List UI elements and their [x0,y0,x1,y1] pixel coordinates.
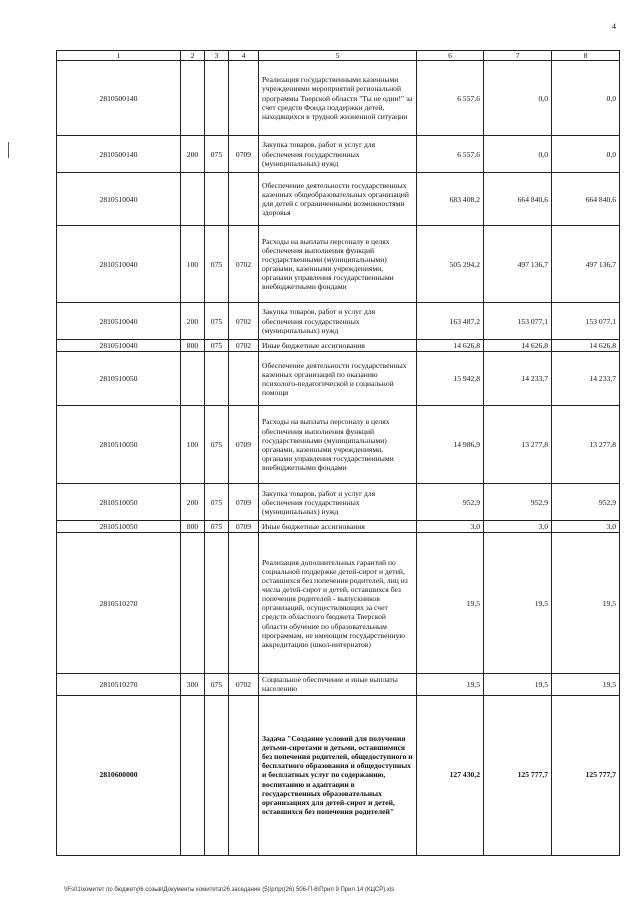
section-code-cell: 0709 [229,484,259,521]
table-row [57,136,620,173]
amount-col7-cell: 13 277,8 [484,406,552,484]
target-code-cell: 2810510270 [57,533,181,674]
amount-col7-cell: 3,0 [484,521,552,533]
section-code-cell: 0702 [229,226,259,303]
table-row [57,695,620,855]
col-header-2: 2 [181,51,205,61]
expense-type-cell [181,352,205,406]
ministry-code-cell [205,533,229,674]
expense-type-cell [181,173,205,226]
amount-col8-cell: 664 840,6 [552,173,620,226]
expense-type-cell [181,61,205,136]
expense-type-cell: 200 [181,484,205,521]
amount-col6-cell: 14 626,8 [417,340,484,352]
amount-col7-cell: 19,5 [484,533,552,674]
description-cell: Реализация дополнительных гарантий по социальной поддержке детей-сирот и детей, оставшихся без попечения родителей, лиц из числа детей-сирот и детей, оставшихся без попечения родителей - выпускников организаций, осуществляющих за счет средств областного бюджета Тверской области обучение по образовательным программам, не имеющим государственную аккредитацию (школ-интернатов) [259,533,417,674]
section-code-cell [229,173,259,226]
expense-type-cell: 800 [181,340,205,352]
margin-mark [8,142,9,158]
expense-type-cell: 100 [181,406,205,484]
amount-col8-cell: 0,0 [552,61,620,136]
amount-col8-cell: 0,0 [552,136,620,173]
amount-col8-cell: 497 136,7 [552,226,620,303]
amount-col7-cell: 0,0 [484,136,552,173]
amount-col8-cell: 3,0 [552,521,620,533]
ministry-code-cell [205,61,229,136]
amount-col6-cell: 952,9 [417,484,484,521]
table-row [57,173,620,226]
section-code-cell: 0709 [229,406,259,484]
amount-col8-cell: 153 077,1 [552,303,620,340]
table-row [57,406,620,484]
amount-col6-cell: 3,0 [417,521,484,533]
expense-type-cell: 200 [181,303,205,340]
amount-col7-cell: 14 233,7 [484,352,552,406]
amount-col7-cell: 19,5 [484,674,552,695]
section-code-cell [229,61,259,136]
section-code-cell [229,533,259,674]
file-path-footer: \\Fs01\комитет по бюджету\6 созыв\Документы комитета\26 заседание (5)\pr\pr(26) 506-П-6\Прил 9 Прил 14 (КЦСР).xls [64,887,395,893]
expense-type-cell: 200 [181,136,205,173]
table-row [57,521,620,533]
target-code-cell: 2810510270 [57,674,181,695]
amount-col6-cell: 14 986,9 [417,406,484,484]
amount-col8-cell: 125 777,7 [552,695,620,855]
description-cell: Реализация государственными казенными учреждениями мероприятий региональной программы Тверской области "Ты не один!" за счет средств Фонда поддержки детей, находящихся в трудной жизненной ситуации [259,61,417,136]
description-cell: Расходы на выплаты персоналу в целях обеспечения выполнения функций государственными (муниципальными) органами, казенными учреждениями, органами управления государственными внебюджетными фондами [259,226,417,303]
description-cell: Обеспечение деятельности государственных казенных общеобразовательных организаций для детей с ограниченными возможностями здоровья [259,173,417,226]
amount-col7-cell: 14 626,8 [484,340,552,352]
ministry-code-cell: 075 [205,226,229,303]
target-code-cell: 2810600000 [57,695,181,855]
section-code-cell: 0702 [229,340,259,352]
ministry-code-cell: 075 [205,484,229,521]
ministry-code-cell: 075 [205,303,229,340]
table-row [57,533,620,674]
amount-col6-cell: 683 408,2 [417,173,484,226]
ministry-code-cell [205,352,229,406]
amount-col7-cell: 952,9 [484,484,552,521]
description-cell: Иные бюджетные ассигнования [259,521,417,533]
amount-col8-cell: 14 233,7 [552,352,620,406]
amount-col6-cell: 19,5 [417,533,484,674]
target-code-cell: 2810510040 [57,340,181,352]
expense-type-cell: 100 [181,226,205,303]
description-cell: Задача "Создание условий для получения детьми-сиротами и детьми, оставшимися без попечения родителей, общедоступного и бесплатного образования и общедоступных и бесплатных услуг по содержанию, воспитанию и адаптации в государственных образовательных организациях для детей-сирот и детей, оставшихся без попечения родителей" [259,695,417,855]
table-row [57,352,620,406]
col-header-8: 8 [552,51,620,61]
ministry-code-cell: 075 [205,340,229,352]
ministry-code-cell: 075 [205,406,229,484]
table-row [57,226,620,303]
amount-col8-cell: 19,5 [552,674,620,695]
description-cell: Иные бюджетные ассигнования [259,340,417,352]
expense-type-cell: 300 [181,674,205,695]
amount-col6-cell: 127 430,2 [417,695,484,855]
amount-col8-cell: 13 277,8 [552,406,620,484]
amount-col7-cell: 125 777,7 [484,695,552,855]
section-code-cell: 0702 [229,674,259,695]
amount-col8-cell: 952,9 [552,484,620,521]
target-code-cell: 2810510050 [57,521,181,533]
amount-col6-cell: 19,5 [417,674,484,695]
expense-type-cell [181,695,205,855]
amount-col6-cell: 6 557,6 [417,61,484,136]
ministry-code-cell: 075 [205,521,229,533]
column-number-row [57,51,620,61]
amount-col6-cell: 505 294,2 [417,226,484,303]
target-code-cell: 2810500140 [57,136,181,173]
col-header-3: 3 [205,51,229,61]
col-header-6: 6 [417,51,484,61]
section-code-cell: 0702 [229,303,259,340]
table-row [57,484,620,521]
amount-col7-cell: 153 077,1 [484,303,552,340]
target-code-cell: 2810510040 [57,226,181,303]
ministry-code-cell [205,173,229,226]
target-code-cell: 2810510040 [57,303,181,340]
table-row [57,340,620,352]
section-code-cell: 0709 [229,136,259,173]
amount-col7-cell: 497 136,7 [484,226,552,303]
section-code-cell [229,695,259,855]
amount-col6-cell: 6 557,6 [417,136,484,173]
description-cell: Расходы на выплаты персоналу в целях обеспечения выполнения функций государственными (муниципальными) органами, казенными учреждениями, органами управления государственными внебюджетными фондами [259,406,417,484]
description-cell: Закупка товаров, работ и услуг для обеспечения государственных (муниципальных) нужд [259,484,417,521]
target-code-cell: 2810510050 [57,484,181,521]
ministry-code-cell: 075 [205,136,229,173]
description-cell: Закупка товаров, работ и услуг для обеспечения государственных (муниципальных) нужд [259,303,417,340]
description-cell: Обеспечение деятельности государственных казенных организаций по оказанию психолого-педагогической и социальной помощи [259,352,417,406]
amount-col8-cell: 14 626,8 [552,340,620,352]
expense-type-cell [181,533,205,674]
ministry-code-cell [205,695,229,855]
description-cell: Закупка товаров, работ и услуг для обеспечения государственных (муниципальных) нужд [259,136,417,173]
amount-col7-cell: 664 840,6 [484,173,552,226]
expense-type-cell: 800 [181,521,205,533]
budget-table [56,50,620,856]
amount-col8-cell: 19,5 [552,533,620,674]
amount-col7-cell: 0,0 [484,61,552,136]
amount-col6-cell: 163 487,2 [417,303,484,340]
table-row [57,674,620,695]
col-header-4: 4 [229,51,259,61]
target-code-cell: 2810510050 [57,406,181,484]
target-code-cell: 2810510040 [57,173,181,226]
table-row [57,61,620,136]
page-number: 4 [612,22,616,31]
description-cell: Социальное обеспечение и иные выплаты населению [259,674,417,695]
target-code-cell: 2810500140 [57,61,181,136]
target-code-cell: 2810510050 [57,352,181,406]
ministry-code-cell: 075 [205,674,229,695]
amount-col6-cell: 15 942,8 [417,352,484,406]
table-row [57,303,620,340]
col-header-7: 7 [484,51,552,61]
section-code-cell: 0709 [229,521,259,533]
section-code-cell [229,352,259,406]
col-header-1: 1 [57,51,181,61]
col-header-5: 5 [259,51,417,61]
